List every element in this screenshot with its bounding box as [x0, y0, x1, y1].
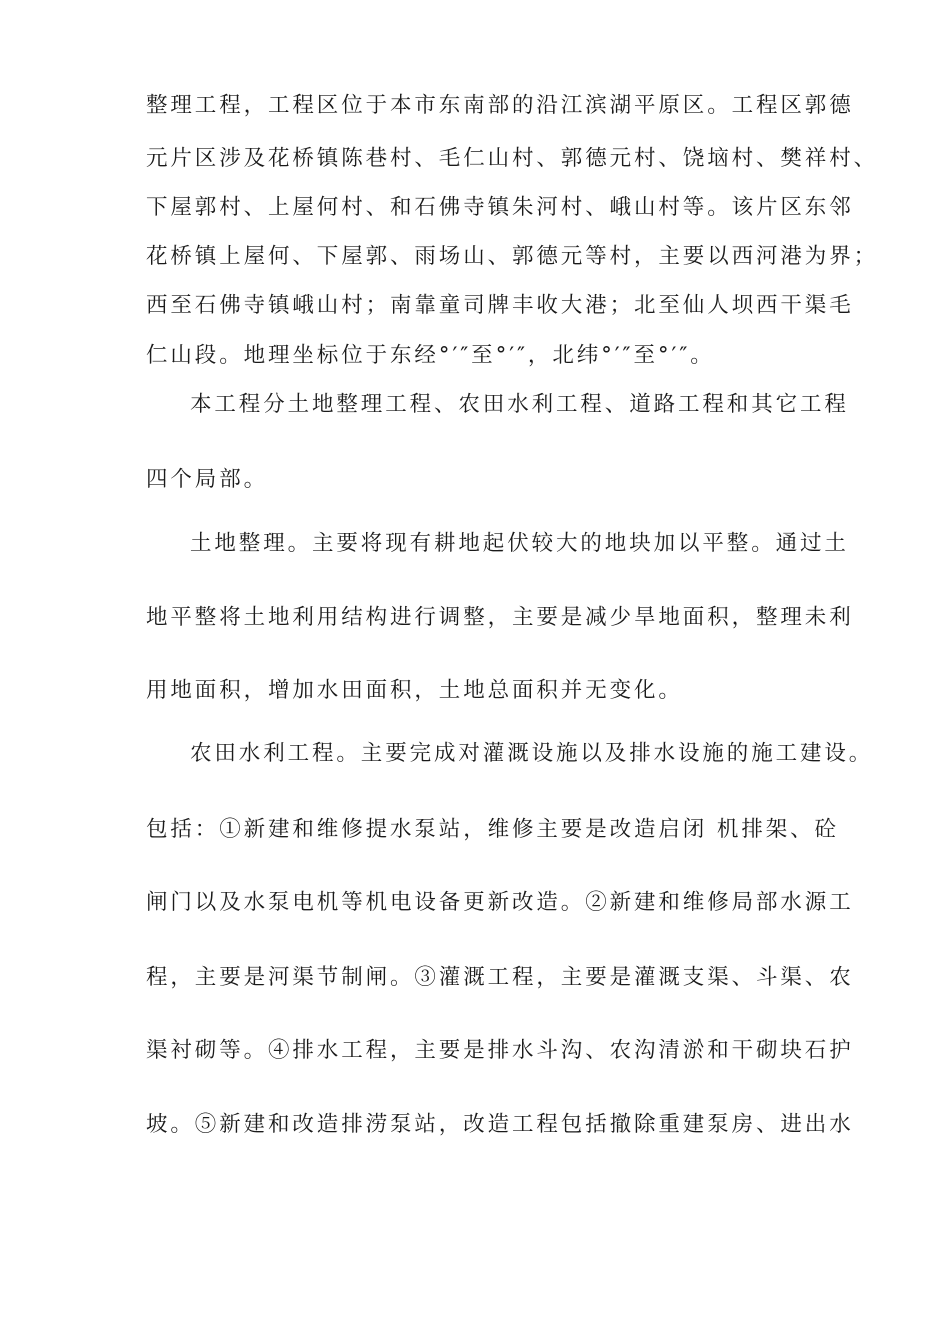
text-line: 四个局部。	[146, 467, 269, 492]
text-line: 整理工程，工程区位于本市东南部的沿江滨湖平原区。工程区郭德	[146, 93, 854, 118]
text-line: 包括：①新建和维修提水泵站，维修主要是改造启闭 机排架、砼	[146, 817, 839, 842]
paragraph-first-line: 本工程分土地整理工程、农田水利工程、道路工程和其它工程	[190, 392, 849, 417]
paragraph-first-line: 农田水利工程。主要完成对灌溉设施以及排水设施的施工建设。	[190, 741, 874, 766]
text-line: 下屋郭村、上屋何村、和石佛寺镇朱河村、峨山村等。该片区东邻	[146, 195, 854, 220]
text-line: 元片区涉及花桥镇陈巷村、毛仁山村、郭德元村、饶垴村、樊祥村、	[146, 146, 879, 171]
text-line: 花桥镇上屋何、下屋郭、雨场山、郭德元等村，主要以西河港为界；	[146, 244, 879, 269]
text-line: 闸门以及水泵电机等机电设备更新改造。②新建和维修局部水源工	[146, 890, 854, 915]
text-line: 坡。⑤新建和改造排涝泵站，改造工程包括撤除重建泵房、进出水	[146, 1112, 854, 1137]
text-line: 仁山段。地理坐标位于东经°′″至°′″，北纬°′″至°′″。	[146, 343, 715, 368]
text-line: 渠衬砌等。④排水工程，主要是排水斗沟、农沟清淤和干砌块石护	[146, 1038, 854, 1063]
text-line: 地平整将土地利用结构进行调整，主要是减少旱地面积，整理未利	[146, 605, 854, 630]
text-line: 程，主要是河渠节制闸。③灌溉工程，主要是灌溉支渠、斗渠、农	[146, 965, 854, 990]
paragraph-first-line: 土地整理。主要将现有耕地起伏较大的地块加以平整。通过土	[190, 531, 849, 556]
text-line: 西至石佛寺镇峨山村；南靠童司牌丰收大港；北至仙人坝西干渠毛	[146, 293, 854, 318]
text-line: 用地面积，增加水田面积，土地总面积并无变化。	[146, 678, 683, 703]
